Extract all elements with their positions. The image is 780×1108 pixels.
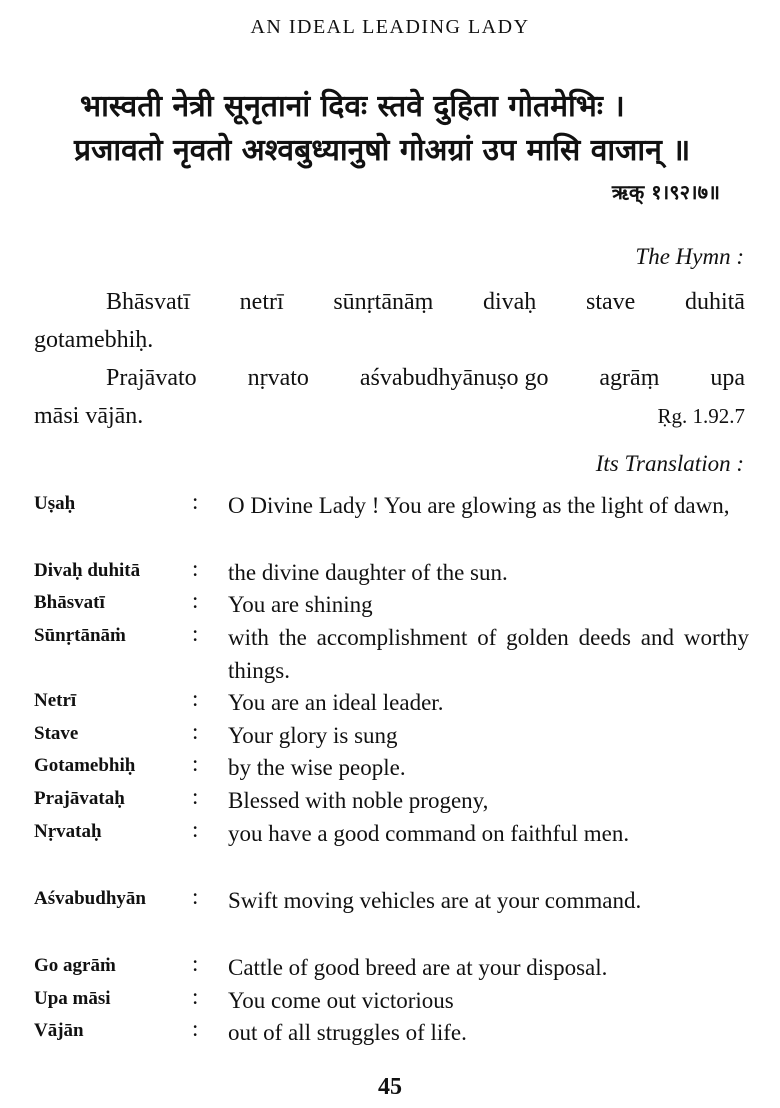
running-header: AN IDEAL LEADING LADY: [250, 16, 530, 38]
term: Stave: [34, 723, 79, 744]
term: Sūnṛtānāṁ: [34, 625, 126, 646]
term: Vājān: [34, 1020, 84, 1041]
term: Bhāsvatī: [34, 592, 105, 613]
page-number: 45: [378, 1074, 402, 1100]
verse-reference: Ṛg. 1.92.7: [657, 404, 745, 428]
term: Prajāvataḥ: [34, 788, 125, 809]
separator: :: [192, 556, 199, 581]
term: Upa māsi: [34, 988, 111, 1009]
verse-word: divaḥ: [482, 289, 537, 315]
verse-word: agrāṃ: [599, 365, 660, 391]
verse-word: upa: [710, 365, 745, 391]
sanskrit-line-1: भास्वती नेत्री सूनृतानां दिवः स्तवे दुहिता गोतमेभिः ।: [80, 89, 625, 124]
term: Gotamebhiḥ: [34, 755, 136, 776]
hymn-heading: The Hymn :: [635, 244, 744, 269]
term: Divaḥ duhitā: [34, 560, 141, 581]
meaning: out of all struggles of life.: [228, 1020, 467, 1045]
separator: :: [192, 751, 199, 776]
separator: :: [192, 784, 199, 809]
separator: :: [192, 489, 199, 514]
verse-word: sūnṛtānāṃ: [333, 289, 434, 315]
verse-2: [34, 359, 745, 435]
verse-word: Prajāvato: [106, 365, 197, 391]
sanskrit-reference: ऋक् १।९२।७॥: [611, 180, 720, 204]
separator: :: [192, 621, 199, 646]
separator: :: [192, 984, 199, 1009]
term: Go agrāṁ: [34, 955, 116, 976]
meaning: You come out victorious: [228, 988, 454, 1013]
term: Netrī: [34, 690, 77, 711]
verse-word: netrī: [239, 289, 284, 315]
meaning: Blessed with noble progeny,: [228, 788, 489, 813]
verse-continuation: māsi vājān.: [34, 403, 144, 429]
meaning: Swift moving vehicles are at your command.: [228, 888, 642, 913]
separator: :: [192, 884, 199, 909]
meaning: You are shining: [228, 592, 373, 617]
sanskrit-line-2: प्रजावतो नृवतो अश्वबुध्यानुषो गोअग्रां उप मासि वाजान् ॥: [74, 133, 691, 168]
separator: :: [192, 588, 199, 613]
term: Aśvabudhyān: [34, 888, 146, 909]
verse-1: [34, 283, 745, 359]
meaning: the divine daughter of the sun.: [228, 560, 508, 585]
meaning: Your glory is sung: [228, 723, 398, 748]
meaning: Cattle of good breed are at your disposal.: [228, 955, 608, 980]
term: Uṣaḥ: [34, 493, 76, 514]
verse-word: nṛvato: [247, 365, 309, 391]
verse-word: stave: [585, 289, 636, 315]
separator: :: [192, 719, 199, 744]
meaning: with the accomplishment of golden deeds and worthy things.: [228, 625, 749, 683]
meaning: by the wise people.: [228, 755, 406, 780]
verse-word: Bhāsvatī: [106, 289, 190, 315]
separator: :: [192, 817, 199, 842]
separator: :: [192, 686, 199, 711]
term: Nṛvataḥ: [34, 821, 102, 842]
verse-word: duhitā: [684, 289, 745, 315]
meaning: You are an ideal leader.: [228, 690, 444, 715]
separator: :: [192, 951, 199, 976]
separator: :: [192, 1016, 199, 1041]
translation-heading: Its Translation :: [595, 451, 744, 476]
verse-word: aśvabudhyānuṣo go: [359, 365, 549, 391]
verse-continuation: gotamebhiḥ.: [34, 327, 154, 353]
meaning: you have a good command on faithful men.: [228, 821, 630, 846]
meaning: O Divine Lady ! You are glowing as the light of dawn,: [228, 493, 730, 518]
